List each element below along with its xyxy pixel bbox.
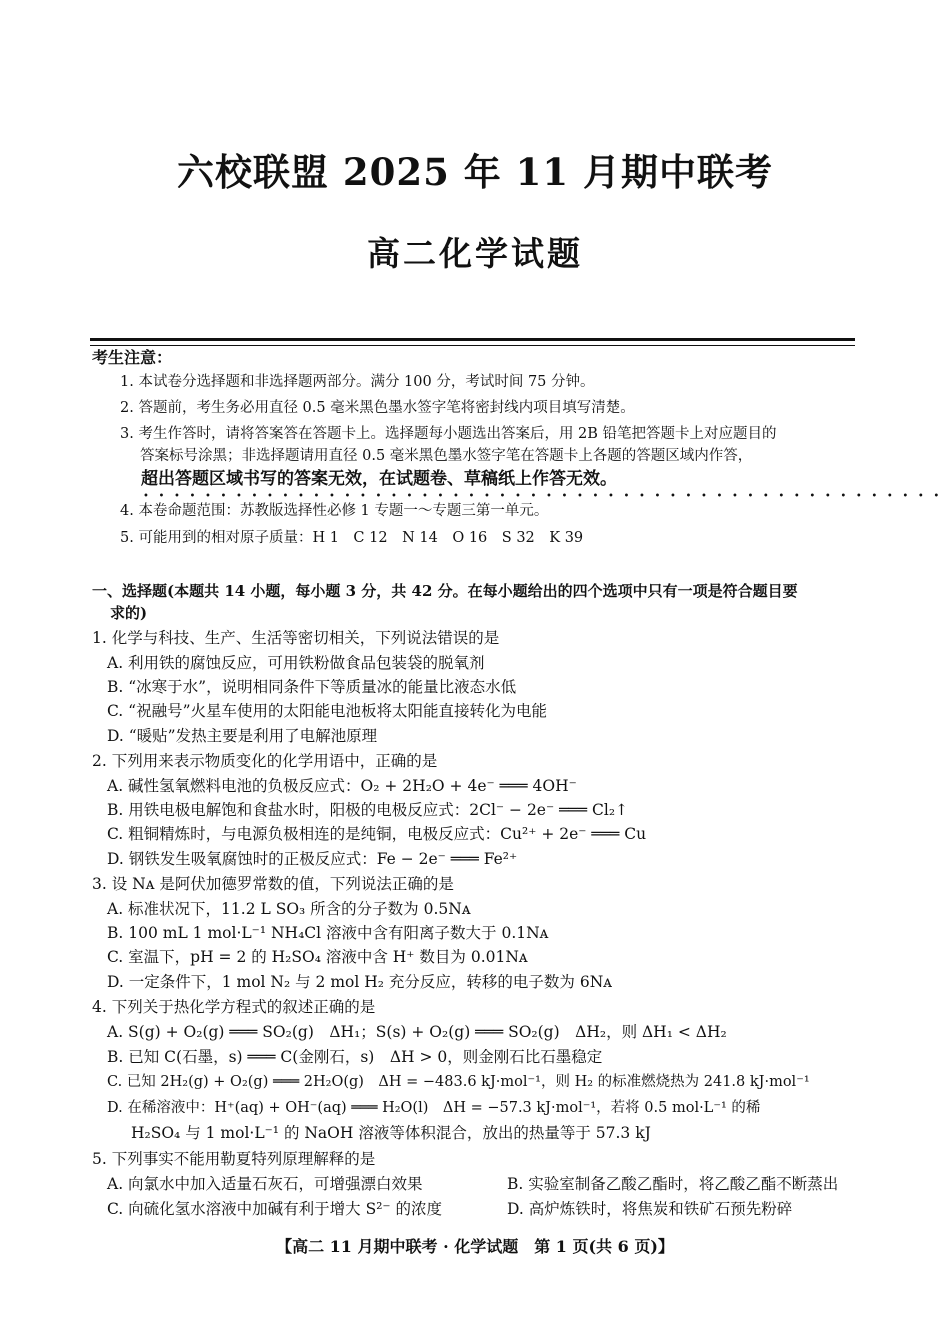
page-footer: 【高二 11 月期中联考 · 化学试题 第 1 页(共 6 页)】 xyxy=(276,1237,674,1256)
notice-item-2: 2. 答题前，考生务必用直径 0.5 毫米黑色墨水签字笔将密封线内项目填写清楚。 xyxy=(120,400,635,416)
question-5-option-b: B. 实验室制备乙酸乙酯时，将乙酸乙酯不断蒸出 xyxy=(507,1175,839,1193)
question-4-option-b: B. 已知 C(石墨，s) ═══ C(金刚石，s) ΔH > 0，则金刚石比石墨稳定 xyxy=(107,1048,603,1066)
question-1-option-d: D. “暖贴”发热主要是利用了电解池原理 xyxy=(107,727,378,745)
question-2-option-d: D. 钢铁发生吸氧腐蚀时的正极反应式：Fe − 2e⁻ ═══ Fe²⁺ xyxy=(107,850,518,868)
question-1-option-c: C. “祝融号”火星车使用的太阳能电池板将太阳能直接转化为电能 xyxy=(107,702,548,720)
question-4-stem: 4. 下列关于热化学方程式的叙述正确的是 xyxy=(92,998,376,1016)
question-5-option-a: A. 向氯水中加入适量石灰石，可增强漂白效果 xyxy=(107,1175,423,1193)
question-4-option-d-cont: H₂SO₄ 与 1 mol·L⁻¹ 的 NaOH 溶液等体积混合，放出的热量等于 57.3 kJ xyxy=(131,1124,651,1142)
notice-heading: 考生注意： xyxy=(92,348,173,367)
question-1-stem: 1. 化学与科技、生产、生活等密切相关，下列说法错误的是 xyxy=(92,629,500,647)
question-1-option-a: A. 利用铁的腐蚀反应，可用铁粉做食品包装袋的脱氧剂 xyxy=(107,654,485,672)
question-3-option-a: A. 标准状况下，11.2 L SO₃ 所含的分子数为 0.5Nᴀ xyxy=(107,900,471,918)
question-2-stem: 2. 下列用来表示物质变化的化学用语中，正确的是 xyxy=(92,752,438,770)
notice-item-1: 1. 本试卷分选择题和非选择题两部分。满分 100 分，考试时间 75 分钟。 xyxy=(120,374,595,390)
notice-item-3: 3. 考生作答时，请将答案答在答题卡上。选择题每小题选出答案后，用 2B 铅笔把答题卡上对应题目的 xyxy=(120,426,777,442)
question-5-option-c: C. 向硫化氢水溶液中加碱有利于增大 S²⁻ 的浓度 xyxy=(107,1200,443,1218)
question-4-option-c: C. 已知 2H₂(g) + O₂(g) ═══ 2H₂O(g) ΔH = −483.6 kJ·mol⁻¹，则 H₂ 的标准燃烧热为 241.8 kJ·mol⁻¹ xyxy=(107,1074,810,1090)
question-3-option-b: B. 100 mL 1 mol·L⁻¹ NH₄Cl 溶液中含有阳离子数大于 0.1Nᴀ xyxy=(107,924,549,942)
section-heading xyxy=(92,580,862,624)
exam-title: 六校联盟 2025 年 11 月期中联考 xyxy=(177,150,773,194)
question-1-option-b: B. “冰寒于水”，说明相同条件下等质量冰的能量比液态水低 xyxy=(107,678,517,696)
notice-item-4: 4. 本卷命题范围：苏教版选择性必修 1 专题一～专题三第一单元。 xyxy=(120,503,549,519)
exam-subtitle: 高二化学试题 xyxy=(367,234,583,273)
section-heading-line2: 求的) xyxy=(110,604,148,622)
notice-item-3-emphasis: 超出答题区域书写的答案无效，在试题卷、草稿纸上作答无效。 xyxy=(141,469,617,489)
question-2-option-b: B. 用铁电极电解饱和食盐水时，阳极的电极反应式：2Cl⁻ − 2e⁻ ═══ Cl₂↑ xyxy=(107,801,629,819)
question-2-option-a: A. 碱性氢氧燃料电池的负极反应式：O₂ + 2H₂O + 4e⁻ ═══ 4OH⁻ xyxy=(107,777,577,795)
notice-item-5: 5. 可能用到的相对原子质量：H 1 C 12 N 14 O 16 S 32 K 39 xyxy=(120,530,584,546)
question-4-option-a: A. S(g) + O₂(g) ═══ SO₂(g) ΔH₁；S(s) + O₂(g) ═══ SO₂(g) ΔH₂，则 ΔH₁ < ΔH₂ xyxy=(107,1023,727,1041)
header-divider xyxy=(90,338,855,346)
question-5-stem: 5. 下列事实不能用勒夏特列原理解释的是 xyxy=(92,1150,376,1168)
question-3-option-c: C. 室温下，pH = 2 的 H₂SO₄ 溶液中含 H⁺ 数目为 0.01Nᴀ xyxy=(107,948,528,966)
emphasis-dots: •••••••••••••••••••••••••••••••••••••••••••••••••••• xyxy=(143,491,949,502)
question-3-stem: 3. 设 Nᴀ 是阿伏加德罗常数的值，下列说法正确的是 xyxy=(92,875,454,893)
question-2-option-c: C. 粗铜精炼时，与电源负极相连的是纯铜，电极反应式：Cu²⁺ + 2e⁻ ═══ Cu xyxy=(107,825,647,843)
question-5-option-d: D. 高炉炼铁时，将焦炭和铁矿石预先粉碎 xyxy=(507,1200,793,1218)
question-4-option-d: D. 在稀溶液中：H⁺(aq) + OH⁻(aq) ═══ H₂O(l) ΔH = −57.3 kJ·mol⁻¹，若将 0.5 mol·L⁻¹ 的稀 xyxy=(107,1100,761,1116)
notice-item-3-cont: 答案标号涂黑；非选择题请用直径 0.5 毫米黑色墨水签字笔在答题卡上各题的答题区域内作答， xyxy=(140,448,753,464)
question-3-option-d: D. 一定条件下，1 mol N₂ 与 2 mol H₂ 充分反应，转移的电子数为 6Nᴀ xyxy=(107,973,613,991)
section-heading-line1: 一、选择题(本题共 14 小题，每小题 3 分，共 42 分。在每小题给出的四个选项中只有一项是符合题目要 xyxy=(92,582,798,600)
